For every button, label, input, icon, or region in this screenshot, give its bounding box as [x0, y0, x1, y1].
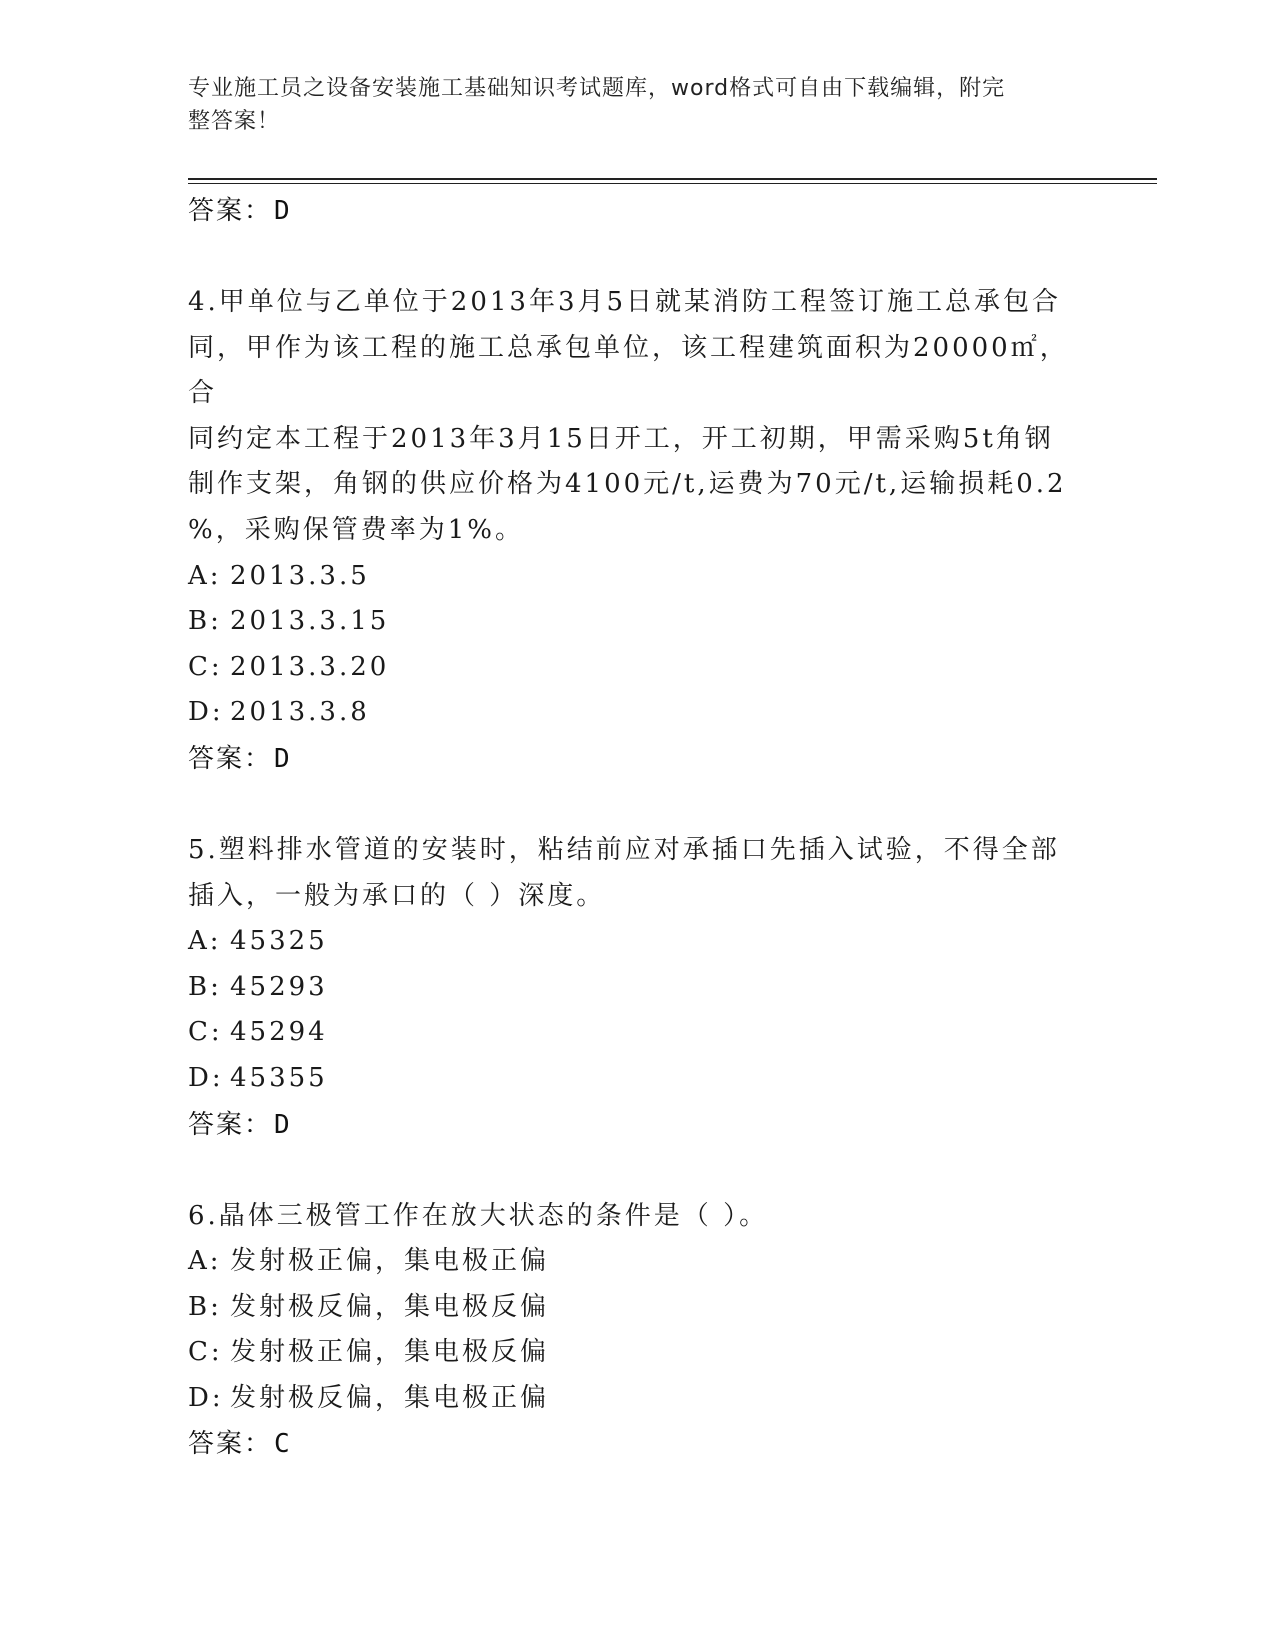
stem-line: %，采购保管费率为1%。 — [188, 514, 524, 545]
option-key: A: — [188, 926, 222, 957]
option-text: 发射极反偏，集电极反偏 — [230, 1291, 550, 1322]
answer-label: 答案： — [188, 1429, 273, 1460]
option-text: 45325 — [230, 926, 328, 957]
option-text: 45355 — [230, 1062, 328, 1093]
answer-label: 答案： — [188, 196, 273, 226]
header-line: 专业施工员之设备安装施工基础知识考试题库，word格式可自由下载编辑，附完 — [188, 76, 1006, 101]
answer-value: D — [274, 743, 292, 774]
header-line: 整答案！ — [188, 109, 281, 134]
question-block — [188, 280, 1088, 782]
option-text: 45294 — [230, 1017, 328, 1048]
header-rule — [188, 178, 1157, 180]
stem-line: 同，甲作为该工程的施工总承包单位，该工程建筑面积为20000㎡，合 — [188, 332, 1069, 409]
option-text: 2013.3.20 — [230, 651, 390, 682]
option-a — [188, 554, 1088, 600]
option-key: D: — [188, 1062, 224, 1093]
option-d — [188, 690, 1088, 736]
option-key: D: — [188, 697, 224, 728]
answer-line — [188, 1102, 1088, 1148]
option-text: 2013.3.15 — [230, 606, 390, 637]
answer-value: D — [274, 196, 292, 226]
answer-line — [188, 188, 1088, 234]
option-b — [188, 1285, 1088, 1331]
option-text: 2013.3.8 — [230, 697, 370, 728]
option-c — [188, 1010, 1088, 1056]
stem-line: 同约定本工程于2013年3月15日开工，开工初期，甲需采购5t角钢 — [188, 423, 1054, 454]
answer-value: D — [274, 1109, 292, 1140]
option-key: D: — [188, 1382, 224, 1413]
question-stem — [188, 828, 1088, 919]
answer-label: 答案： — [188, 743, 273, 774]
stem-line: 4.甲单位与乙单位于2013年3月5日就某消防工程签订施工总承包合 — [188, 287, 1062, 317]
answer-value: C — [274, 1429, 292, 1460]
option-a — [188, 919, 1088, 965]
option-key: C: — [188, 1337, 223, 1368]
option-key: B: — [188, 606, 222, 637]
option-key: B: — [188, 1291, 222, 1322]
page-header — [188, 72, 1068, 138]
option-text: 2013.3.5 — [230, 560, 370, 591]
option-key: C: — [188, 651, 223, 682]
option-b — [188, 599, 1088, 645]
stem-line: 插入，一般为承口的（ ）深度。 — [188, 880, 606, 911]
stem-line: 5.塑料排水管道的安装时，粘结前应对承插口先插入试验，不得全部 — [188, 834, 1060, 865]
option-a — [188, 1239, 1088, 1285]
option-text: 发射极反偏，集电极正偏 — [230, 1382, 550, 1413]
option-text: 发射极正偏，集电极反偏 — [230, 1337, 550, 1368]
option-b — [188, 965, 1088, 1011]
question-stem — [188, 1194, 1088, 1240]
option-text: 发射极正偏，集电极正偏 — [230, 1246, 550, 1277]
answer-line — [188, 1421, 1088, 1467]
option-c — [188, 1330, 1088, 1376]
question-stem — [188, 280, 1088, 554]
option-c — [188, 645, 1088, 691]
option-key: A: — [188, 1246, 222, 1277]
question-block — [188, 828, 1088, 1148]
header-rule — [188, 183, 1157, 184]
option-d — [188, 1056, 1088, 1102]
option-key: B: — [188, 971, 222, 1002]
answer-line — [188, 736, 1088, 782]
stem-line: 制作支架，角钢的供应价格为4100元/t,运费为70元/t,运输损耗0.2 — [188, 469, 1067, 500]
option-key: A: — [188, 560, 222, 591]
questions-content — [188, 188, 1088, 1467]
option-key: C: — [188, 1017, 223, 1048]
answer-label: 答案： — [188, 1109, 273, 1140]
question-block — [188, 1194, 1088, 1468]
option-d — [188, 1376, 1088, 1422]
option-text: 45293 — [230, 971, 328, 1002]
stem-line: 6.晶体三极管工作在放大状态的条件是（ ）。 — [188, 1200, 769, 1231]
